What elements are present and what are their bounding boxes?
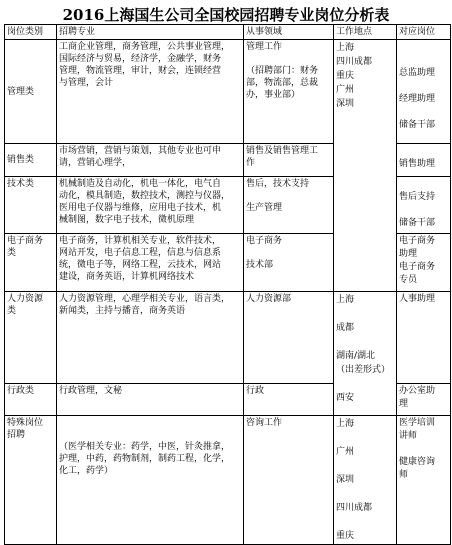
row-field: 销售及销售管理工 作	[244, 144, 334, 177]
document-title: 2016上海国生公司全国校园招聘专业岗位分析表	[62, 6, 390, 24]
row-location: 上海 成都 湖南/湖北 （出差形式） 西安	[334, 292, 397, 416]
header-category: 岗位类别	[5, 25, 57, 40]
row-posts: 售后支持 储备干部	[397, 177, 451, 234]
table-row	[5, 416, 451, 545]
row-category: 电子商务 类	[5, 234, 57, 292]
recruitment-table	[4, 24, 451, 545]
row-field: 人力资源部	[244, 292, 334, 384]
row-posts: 人事助理	[397, 292, 451, 384]
table-header-row	[5, 25, 451, 40]
row-majors: 行政管理，文秘	[57, 384, 244, 416]
row-field: 电子商务 技术部	[244, 234, 334, 292]
row-posts: 总监助理 经理助理 储备干部	[397, 40, 451, 144]
row-posts: 电子商务 助理 电子商务 专员	[397, 234, 451, 292]
row-location: 上海 四川成都 重庆 广州 深圳	[334, 40, 397, 292]
header-field: 从事领域	[244, 25, 334, 40]
row-majors: 机械制造及自动化，机电一体化，电气自 动化，模具制造，数控技术，测控与仪器， 医用电子仪器与维修，应用电子技术，机 械制图，数字电子技术，微机原理	[57, 177, 244, 234]
row-category: 特殊岗位 招聘	[5, 416, 57, 545]
table-row	[5, 292, 451, 384]
row-category: 技术类	[5, 177, 57, 234]
row-location: 上海 广州 深圳 四川成都 重庆	[334, 416, 397, 545]
row-posts: 医学培训 讲师 健康咨询 师	[397, 416, 451, 545]
table-row	[5, 40, 451, 144]
row-field: 管理工作 （招聘部门：财务 部，物流部，总裁 办，事业部）	[244, 40, 334, 144]
row-posts: 销售助理	[397, 144, 451, 177]
row-majors: 工商企业管理，商务管理，公共事业管理， 国际经济与贸易，经济学，金融学，财务 管理，物流管理，审计，财会，连锁经营 与管理，会计	[57, 40, 244, 144]
row-category: 行政类	[5, 384, 57, 416]
row-field: 行政	[244, 384, 334, 416]
row-field: 售后，技术支持 生产管理	[244, 177, 334, 234]
row-category: 管理类	[5, 40, 57, 144]
row-posts: 办公室助 理	[397, 384, 451, 416]
row-field: 咨询工作	[244, 416, 334, 545]
row-majors: （医学相关专业：药学，中医，针灸推拿， 护理，中药，药物制剂，制药工程，化学， 化工，药学）	[57, 416, 244, 545]
row-majors: 人力资源管理，心理学相关专业，语言类， 新闻类，主持与播音，商务英语	[57, 292, 244, 384]
row-category: 销售类	[5, 144, 57, 177]
header-majors: 招聘专业	[57, 25, 244, 40]
row-category: 人力资源 类	[5, 292, 57, 384]
header-location: 工作地点	[334, 25, 397, 40]
row-majors: 电子商务，计算机相关专业，软件技术， 网站开发，电子信息工程，信息与信息系 统，微电子等，网络工程，云技术，网站 建设，商务英语，计算机网络技术	[57, 234, 244, 292]
header-posts: 对应岗位	[397, 25, 451, 40]
row-majors: 市场营销，营销与策划，其他专业也可申 请，营销心理学，	[57, 144, 244, 177]
